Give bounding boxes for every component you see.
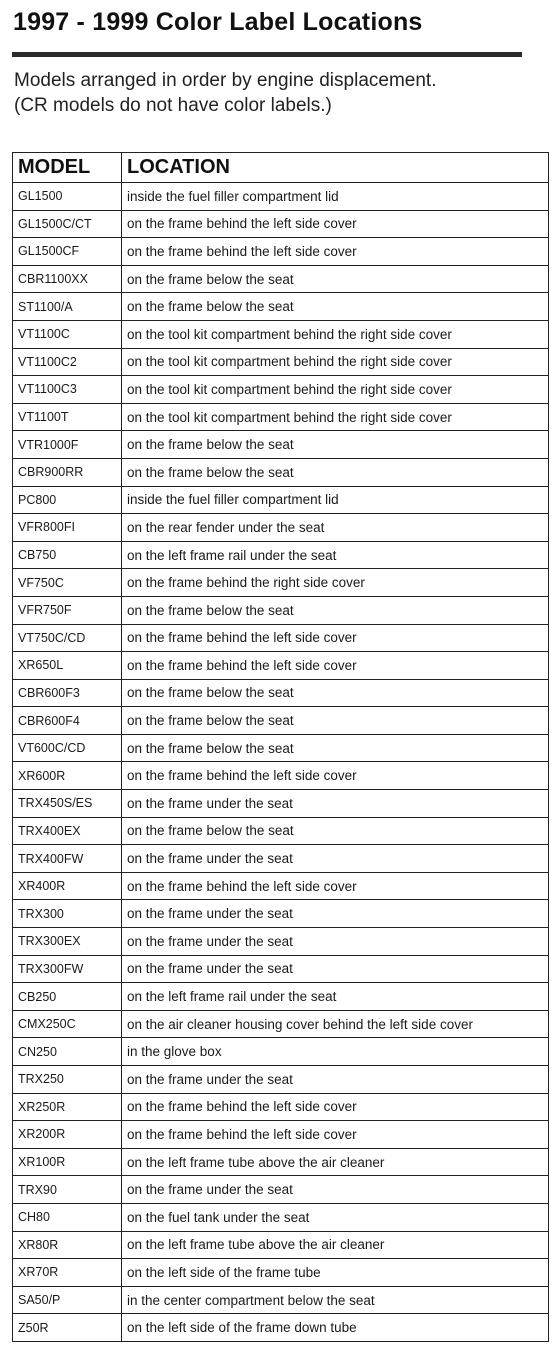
location-cell: on the fuel tank under the seat (122, 1203, 549, 1231)
location-cell: in the glove box (122, 1038, 549, 1066)
table-row (13, 734, 549, 762)
location-cell: on the left side of the frame down tube (122, 1314, 549, 1342)
table-row (13, 403, 549, 431)
table-row (13, 983, 549, 1011)
table-row (13, 210, 549, 238)
location-cell: on the air cleaner housing cover behind the left side cover (122, 1010, 549, 1038)
table-row (13, 183, 549, 211)
location-cell: inside the fuel filler compartment lid (122, 486, 549, 514)
table-row (13, 1314, 549, 1342)
table-row (13, 817, 549, 845)
subtitle-line-1: Models arranged in order by engine displacement. (14, 70, 437, 91)
table-row (13, 348, 549, 376)
location-cell: on the frame under the seat (122, 1176, 549, 1204)
table-row (13, 1038, 549, 1066)
model-cell: PC800 (13, 486, 122, 514)
model-cell: TRX400EX (13, 817, 122, 845)
location-cell: on the frame behind the left side cover (122, 762, 549, 790)
model-cell: VT750C/CD (13, 624, 122, 652)
model-cell: VT1100C (13, 320, 122, 348)
location-cell: on the frame below the seat (122, 817, 549, 845)
model-cell: Z50R (13, 1314, 122, 1342)
location-cell: on the tool kit compartment behind the right side cover (122, 376, 549, 404)
table-row (13, 1093, 549, 1121)
location-cell: on the frame below the seat (122, 679, 549, 707)
location-cell: on the left side of the frame tube (122, 1259, 549, 1287)
model-cell: VT600C/CD (13, 734, 122, 762)
location-cell: on the left frame tube above the air cleaner (122, 1231, 549, 1259)
location-cell: in the center compartment below the seat (122, 1286, 549, 1314)
model-cell: GL1500CF (13, 238, 122, 266)
location-cell: on the frame below the seat (122, 707, 549, 735)
table-body (13, 183, 549, 1342)
model-cell: CBR600F4 (13, 707, 122, 735)
model-cell: TRX400FW (13, 845, 122, 873)
model-cell: XR250R (13, 1093, 122, 1121)
subtitle (14, 68, 436, 118)
table-row (13, 1176, 549, 1204)
model-cell: XR100R (13, 1148, 122, 1176)
table-row (13, 900, 549, 928)
table-row (13, 431, 549, 459)
model-cell: VF750C (13, 569, 122, 597)
table-row (13, 458, 549, 486)
location-cell: on the frame below the seat (122, 293, 549, 321)
model-cell: GL1500 (13, 183, 122, 211)
table-row (13, 845, 549, 873)
location-cell: on the frame below the seat (122, 458, 549, 486)
table-row (13, 679, 549, 707)
title-rule (12, 52, 522, 57)
location-cell: on the frame behind the left side cover (122, 872, 549, 900)
location-cell: on the frame behind the left side cover (122, 624, 549, 652)
model-cell: XR400R (13, 872, 122, 900)
location-cell: on the frame under the seat (122, 845, 549, 873)
table-row (13, 872, 549, 900)
table-row (13, 320, 549, 348)
table-row (13, 541, 549, 569)
table-row (13, 624, 549, 652)
model-cell: VTR1000F (13, 431, 122, 459)
model-cell: CH80 (13, 1203, 122, 1231)
location-cell: on the frame below the seat (122, 734, 549, 762)
table-row (13, 486, 549, 514)
model-cell: TRX450S/ES (13, 790, 122, 818)
table-row (13, 762, 549, 790)
table-row (13, 1286, 549, 1314)
location-cell: inside the fuel filler compartment lid (122, 183, 549, 211)
location-cell: on the frame under the seat (122, 900, 549, 928)
table-row (13, 1148, 549, 1176)
model-cell: CBR900RR (13, 458, 122, 486)
table-row (13, 293, 549, 321)
color-label-table (12, 152, 549, 1342)
table-row (13, 928, 549, 956)
model-cell: CMX250C (13, 1010, 122, 1038)
table-row (13, 1121, 549, 1149)
model-cell: VFR800FI (13, 514, 122, 542)
table-row (13, 1231, 549, 1259)
model-cell: VT1100T (13, 403, 122, 431)
table-row (13, 1010, 549, 1038)
model-cell: ST1100/A (13, 293, 122, 321)
subtitle-line-2: (CR models do not have color labels.) (14, 95, 332, 116)
model-cell: CBR600F3 (13, 679, 122, 707)
page-title: 1997 - 1999 Color Label Locations (13, 8, 423, 36)
location-cell: on the tool kit compartment behind the right side cover (122, 403, 549, 431)
model-cell: VT1100C3 (13, 376, 122, 404)
model-cell: TRX300 (13, 900, 122, 928)
model-cell: CBR1100XX (13, 265, 122, 293)
location-cell: on the frame under the seat (122, 928, 549, 956)
location-cell: on the tool kit compartment behind the right side cover (122, 348, 549, 376)
table-row (13, 514, 549, 542)
location-cell: on the frame behind the left side cover (122, 1093, 549, 1121)
location-cell: on the left frame rail under the seat (122, 983, 549, 1011)
location-cell: on the left frame tube above the air cleaner (122, 1148, 549, 1176)
location-cell: on the left frame rail under the seat (122, 541, 549, 569)
location-cell: on the frame behind the right side cover (122, 569, 549, 597)
location-cell: on the frame below the seat (122, 431, 549, 459)
location-cell: on the tool kit compartment behind the right side cover (122, 320, 549, 348)
model-cell: VT1100C2 (13, 348, 122, 376)
model-cell: TRX300FW (13, 955, 122, 983)
model-cell: SA50/P (13, 1286, 122, 1314)
table-row (13, 1203, 549, 1231)
header-model: MODEL (13, 153, 122, 183)
model-cell: TRX90 (13, 1176, 122, 1204)
model-cell: CB250 (13, 983, 122, 1011)
table-row (13, 1066, 549, 1094)
model-cell: XR650L (13, 652, 122, 680)
model-cell: TRX250 (13, 1066, 122, 1094)
model-cell: XR200R (13, 1121, 122, 1149)
model-cell: XR600R (13, 762, 122, 790)
table-row (13, 790, 549, 818)
model-cell: VFR750F (13, 596, 122, 624)
model-cell: CB750 (13, 541, 122, 569)
model-cell: XR70R (13, 1259, 122, 1287)
table-row (13, 238, 549, 266)
table-row (13, 1259, 549, 1287)
table-row (13, 376, 549, 404)
model-cell: XR80R (13, 1231, 122, 1259)
table-row (13, 955, 549, 983)
location-cell: on the frame under the seat (122, 955, 549, 983)
model-cell: CN250 (13, 1038, 122, 1066)
table-row (13, 707, 549, 735)
location-cell: on the frame below the seat (122, 596, 549, 624)
location-cell: on the frame under the seat (122, 790, 549, 818)
model-cell: TRX300EX (13, 928, 122, 956)
table-row (13, 596, 549, 624)
location-cell: on the frame behind the left side cover (122, 1121, 549, 1149)
location-cell: on the frame behind the left side cover (122, 210, 549, 238)
header-location: LOCATION (122, 153, 549, 183)
table-row (13, 652, 549, 680)
table-row (13, 265, 549, 293)
location-cell: on the frame behind the left side cover (122, 652, 549, 680)
model-cell: GL1500C/CT (13, 210, 122, 238)
location-cell: on the frame behind the left side cover (122, 238, 549, 266)
table-header-row (13, 153, 549, 183)
location-cell: on the rear fender under the seat (122, 514, 549, 542)
table-row (13, 569, 549, 597)
location-cell: on the frame below the seat (122, 265, 549, 293)
location-cell: on the frame under the seat (122, 1066, 549, 1094)
